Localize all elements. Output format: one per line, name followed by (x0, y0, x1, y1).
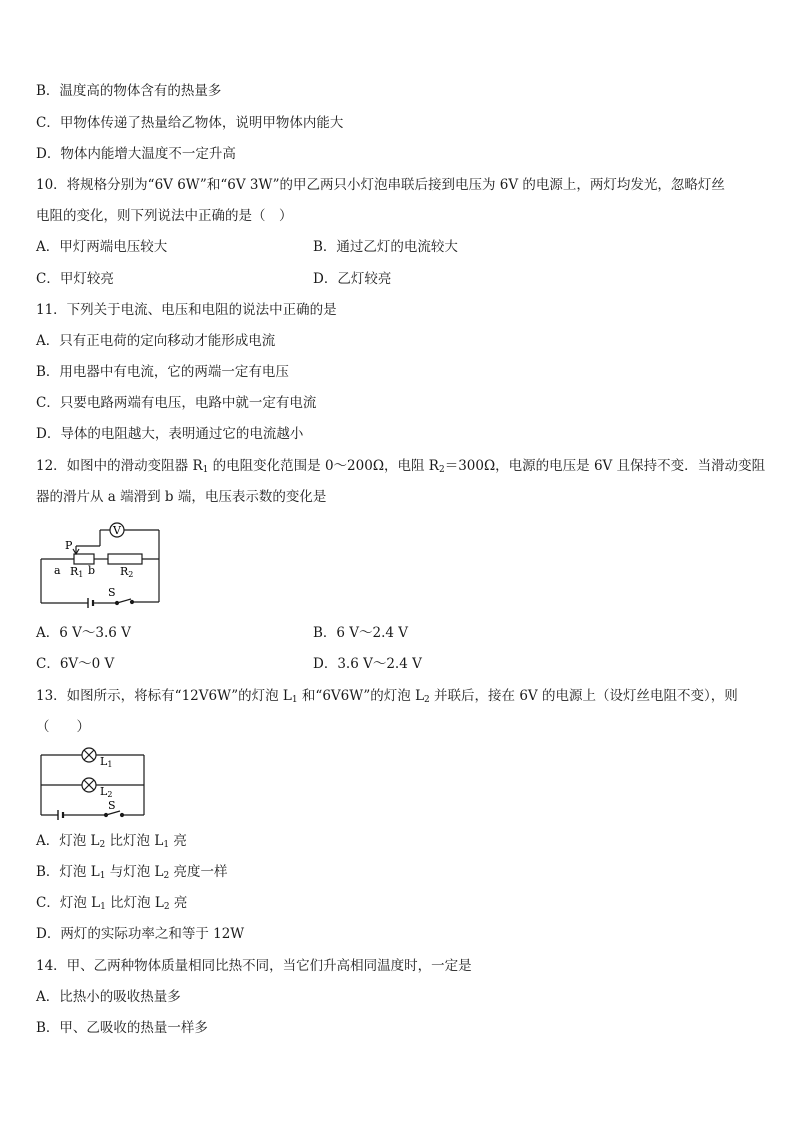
q10-option-d: D．乙灯较亮 (313, 271, 392, 287)
q13-stem-line1: 13．如图所示，将标有“12V6W”的灯泡 $L_1$ 和“6V6W”的灯泡 $L_2$ 并联后，接在 6V 的电源上（设灯丝电阻不变），则 (36, 688, 738, 705)
q9-option-c: C．甲物体传递了热量给乙物体，说明甲物体内能大 (36, 115, 344, 131)
q13-circuit-diagram (36, 745, 151, 820)
q13-option-a: A．灯泡 $L_2$ 比灯泡 $L_1$ 亮 (36, 833, 187, 850)
q11-option-a: A．只有正电荷的定向移动才能形成电流 (36, 333, 276, 349)
q12-stem-line2: 器的滑片从 a 端滑到 b 端，电压表示数的变化是 (36, 489, 327, 505)
q10-option-a: A．甲灯两端电压较大 (36, 239, 168, 255)
q10-option-c: C．甲灯较亮 (36, 271, 114, 287)
q12-circuit-diagram (36, 518, 166, 608)
q9-option-d: D．物体内能增大温度不一定升高 (36, 146, 236, 162)
q13-option-b: B．灯泡 $L_1$ 与灯泡 $L_2$ 亮度一样 (36, 864, 228, 881)
q13-l2-label: L2 (100, 785, 113, 799)
q12-switch-label: S (108, 586, 116, 599)
q14-option-a: A．比热小的吸收热量多 (36, 989, 181, 1005)
q11-option-b: B．用电器中有电流，它的两端一定有电压 (36, 364, 289, 380)
q12-end-a-label: a (54, 564, 61, 577)
q11-option-d: D．导体的电阻越大，表明通过它的电流越小 (36, 426, 304, 442)
q9-option-b: B．温度高的物体含有的热量多 (36, 83, 222, 99)
q13-switch-label: S (108, 799, 116, 812)
q12-slider-label: P (65, 539, 73, 552)
q13-option-d: D．两灯的实际功率之和等于 12W (36, 926, 245, 942)
q13-option-c: C．灯泡 $L_1$ 比灯泡 $L_2$ 亮 (36, 895, 188, 912)
q12-option-a: A．6 V～3.6 V (36, 625, 131, 641)
q12-resistor-r2 (108, 554, 142, 564)
q11-stem: 11．下列关于电流、电压和电阻的说法中正确的是 (36, 302, 337, 318)
q14-stem: 14．甲、乙两种物体质量相同比热不同，当它们升高相同温度时，一定是 (36, 958, 472, 974)
q12-r1-label: R1 (70, 565, 84, 579)
q12-option-b: B．6 V～2.4 V (313, 625, 409, 641)
q12-option-d: D．3.6 V～2.4 V (313, 656, 422, 672)
q13-stem-line2: （ ） (36, 719, 90, 735)
q11-option-c: C．只要电路两端有电压，电路中就一定有电流 (36, 395, 317, 411)
q12-option-c: C．6V～0 V (36, 656, 115, 672)
q10-stem-line1: 10．将规格分别为“6V 6W”和“6V 3W”的甲乙两只小灯泡串联后接到电压为 6V 的电源上，两灯均发光，忽略灯丝 (36, 177, 725, 193)
q12-r2-label: R2 (120, 565, 134, 579)
q12-voltmeter-label: V (113, 524, 121, 537)
q13-l1-label: L1 (100, 755, 113, 769)
q10-stem-line2: 电阻的变化，则下列说法中正确的是（ ） (36, 208, 293, 224)
q12-resistor-r1 (74, 554, 94, 564)
q14-option-b: B．甲、乙吸收的热量一样多 (36, 1020, 208, 1036)
q10-option-b: B．通过乙灯的电流较大 (313, 239, 458, 255)
q12-end-b-label: b (88, 564, 96, 577)
q12-stem-line1: 12．如图中的滑动变阻器 $R_1$ 的电阻变化范围是 0～200Ω，电阻 $R_2=300\Omega$，电源的电压是 6V 且保持不变．当滑动变阻 (36, 458, 766, 475)
